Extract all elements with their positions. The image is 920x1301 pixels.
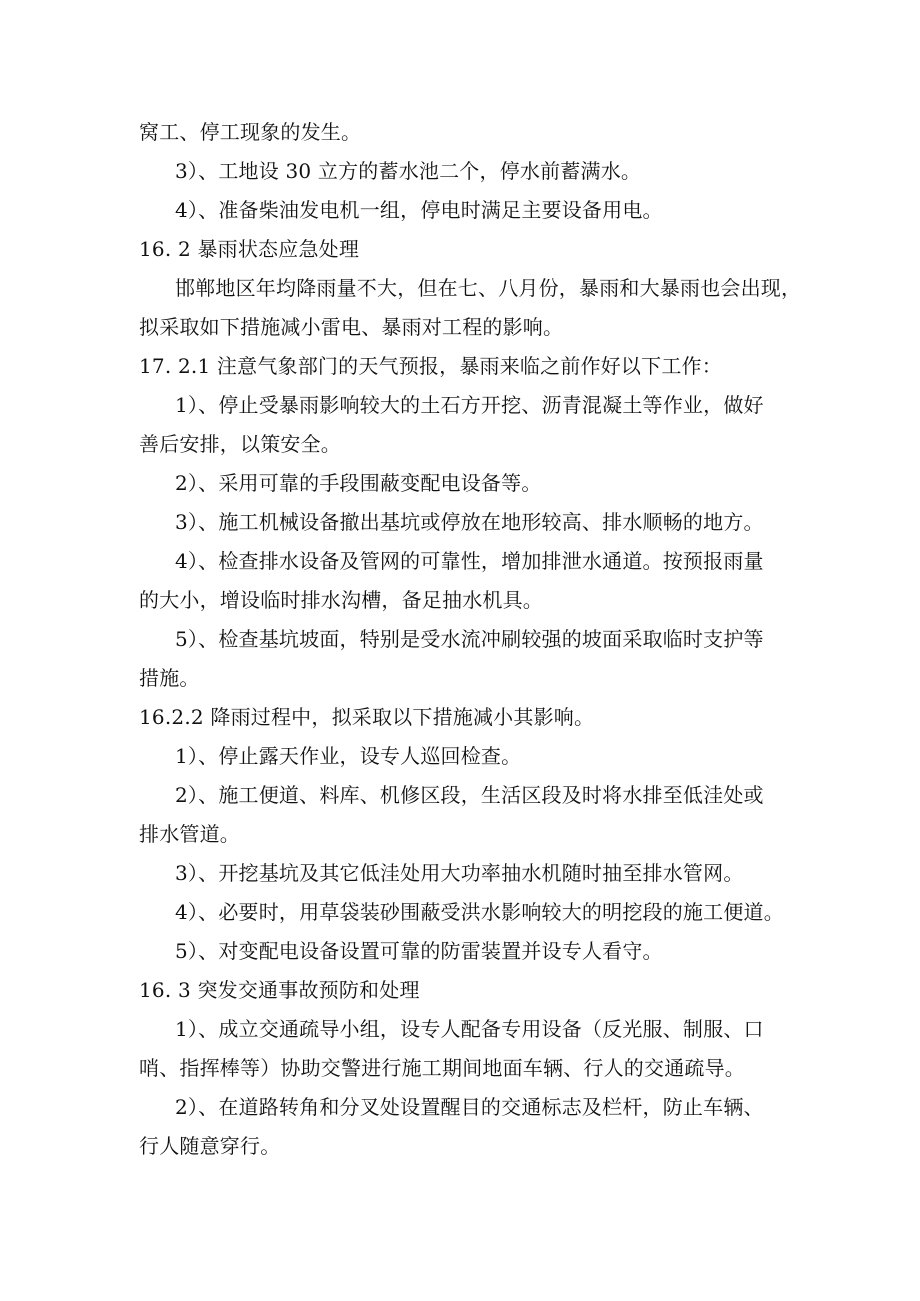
text-line: 3）、开挖基坑及其它低洼处用大功率抽水机随时抽至排水管网。: [175, 861, 744, 885]
text-line: 邯郸地区年均降雨量不大，但在七、八月份，暴雨和大暴雨也会出现，: [175, 276, 802, 300]
section-heading: 16.2.2 降雨过程中，拟采取以下措施减小其影响。: [139, 705, 595, 729]
section-heading: 16. 3 突发交通事故预防和处理: [139, 978, 420, 1002]
text-line: 1）、停止露天作业，设专人巡回检查。: [175, 744, 522, 768]
text-line: 窝工、停工现象的发生。: [139, 120, 362, 144]
section-heading: 17. 2.1 注意气象部门的天气预报，暴雨来临之前作好以下工作：: [139, 354, 722, 378]
text-line: 拟采取如下措施减小雷电、暴雨对工程的影响。: [139, 315, 564, 339]
text-line: 1）、停止受暴雨影响较大的土石方开挖、沥青混凝土等作业，做好: [175, 393, 764, 417]
text-line: 的大小，增设临时排水沟槽，备足抽水机具。: [139, 588, 543, 612]
text-line: 5）、检查基坑坡面，特别是受水流冲刷较强的坡面采取临时支护等: [175, 627, 764, 651]
text-line: 排水管道。: [139, 822, 240, 846]
text-line: 2）、在道路转角和分叉处设置醒目的交通标志及栏杆，防止车辆、: [175, 1095, 764, 1119]
text-line: 4）、准备柴油发电机一组，停电时满足主要设备用电。: [175, 198, 663, 222]
text-line: 哨、指挥棒等）协助交警进行施工期间地面车辆、行人的交通疏导。: [139, 1056, 745, 1080]
text-line: 4）、必要时，用草袋装砂围蔽受洪水影响较大的明挖段的施工便道。: [175, 900, 784, 924]
text-line: 行人随意穿行。: [139, 1134, 281, 1158]
text-line: 3）、工地设 30 立方的蓄水池二个，停水前蓄满水。: [175, 159, 642, 183]
text-line: 善后安排，以策安全。: [139, 432, 341, 456]
text-line: 5）、对变配电设备设置可靠的防雷装置并设专人看守。: [175, 939, 663, 963]
text-line: 2）、采用可靠的手段围蔽变配电设备等。: [175, 471, 542, 495]
section-heading: 16. 2 暴雨状态应急处理: [139, 237, 360, 261]
text-line: 3）、施工机械设备撤出基坑或停放在地形较高、排水顺畅的地方。: [175, 510, 764, 534]
text-line: 措施。: [139, 666, 200, 690]
text-line: 1）、成立交通疏导小组，设专人配备专用设备（反光服、制服、口: [175, 1017, 764, 1041]
document-body: [139, 118, 802, 1171]
text-line: 2）、施工便道、料库、机修区段，生活区段及时将水排至低洼处或: [175, 783, 764, 807]
text-line: 4）、检查排水设备及管网的可靠性，增加排泄水通道。按预报雨量: [175, 549, 764, 573]
